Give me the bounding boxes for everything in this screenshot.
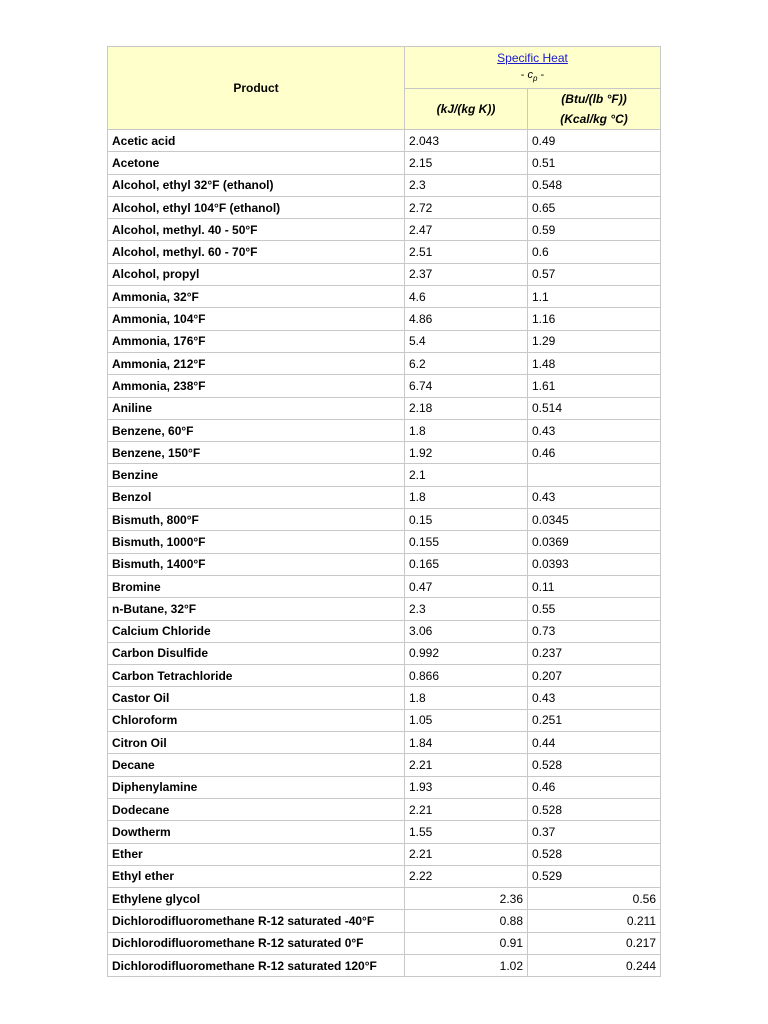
table-row [108,442,661,464]
product-cell: Bromine [108,575,405,597]
specific-heat-si-cell: 5.4 [405,330,528,352]
product-cell: Carbon Disulfide [108,642,405,664]
specific-heat-imperial-cell: 0.65 [528,196,661,218]
specific-heat-si-cell: 2.72 [405,196,528,218]
specific-heat-si-cell: 0.992 [405,642,528,664]
specific-heat-header [405,47,661,89]
table-row [108,954,661,976]
specific-heat-imperial-cell: 0.56 [528,888,661,910]
product-cell: Dowtherm [108,821,405,843]
table-row [108,419,661,441]
specific-heat-imperial-cell: 0.0369 [528,531,661,553]
specific-heat-imperial-cell: 1.48 [528,352,661,374]
table-row [108,553,661,575]
table-row [108,910,661,932]
table-row [108,888,661,910]
product-cell: Castor Oil [108,687,405,709]
specific-heat-imperial-cell: 0.6 [528,241,661,263]
product-header-label: Product [233,81,279,95]
product-cell: Bismuth, 1400°F [108,553,405,575]
specific-heat-si-cell: 0.866 [405,665,528,687]
table-row [108,241,661,263]
product-column-header [108,47,405,130]
table-row [108,509,661,531]
specific-heat-imperial-cell: 0.11 [528,575,661,597]
specific-heat-si-cell: 0.91 [405,932,528,954]
specific-heat-si-cell: 1.8 [405,419,528,441]
specific-heat-imperial-cell: 0.237 [528,642,661,664]
specific-heat-si-cell: 4.6 [405,286,528,308]
cp-symbol: - $c_p$ - [520,69,545,84]
table-row [108,308,661,330]
unit-imperial-header: (Btu/(lb °F)) (Kcal/kg °C) [528,89,661,130]
specific-heat-imperial-cell: 0.51 [528,152,661,174]
product-cell: Dichlorodifluoromethane R-12 saturated 0°F [108,932,405,954]
specific-heat-si-cell: 1.84 [405,732,528,754]
unit-si-header: (kJ/(kg K)) [405,89,528,130]
specific-heat-si-cell: 2.21 [405,843,528,865]
table-row [108,932,661,954]
specific-heat-imperial-cell: 0.43 [528,419,661,441]
table-row [108,865,661,887]
specific-heat-si-cell: 2.22 [405,865,528,887]
table-row [108,152,661,174]
table-row [108,464,661,486]
specific-heat-si-cell: 1.92 [405,442,528,464]
specific-heat-si-cell: 3.06 [405,620,528,642]
product-cell: Ether [108,843,405,865]
specific-heat-si-cell: 6.74 [405,375,528,397]
specific-heat-si-cell: 1.55 [405,821,528,843]
specific-heat-imperial-cell: 0.43 [528,687,661,709]
table-row [108,642,661,664]
product-cell: Alcohol, ethyl 32°F (ethanol) [108,174,405,196]
specific-heat-imperial-cell: 0.528 [528,798,661,820]
product-cell: Aniline [108,397,405,419]
product-cell: Diphenylamine [108,776,405,798]
table-row [108,330,661,352]
product-cell: Alcohol, propyl [108,263,405,285]
table-row [108,375,661,397]
specific-heat-si-cell: 1.93 [405,776,528,798]
specific-heat-si-cell: 0.155 [405,531,528,553]
specific-heat-table [107,46,661,977]
product-cell: n-Butane, 32°F [108,598,405,620]
specific-heat-imperial-cell: 0.217 [528,932,661,954]
specific-heat-si-cell: 2.15 [405,152,528,174]
product-cell: Calcium Chloride [108,620,405,642]
product-cell: Chloroform [108,709,405,731]
specific-heat-imperial-cell: 1.1 [528,286,661,308]
product-cell: Acetone [108,152,405,174]
specific-heat-imperial-cell: 0.0393 [528,553,661,575]
table-row [108,263,661,285]
specific-heat-si-cell: 0.165 [405,553,528,575]
product-cell: Alcohol, methyl. 60 - 70°F [108,241,405,263]
table-row [108,130,661,152]
table-header [108,47,661,130]
table-row [108,352,661,374]
specific-heat-imperial-cell: 0.207 [528,665,661,687]
table-row [108,397,661,419]
specific-heat-si-cell: 1.8 [405,687,528,709]
specific-heat-imperial-cell: 0.211 [528,910,661,932]
product-cell: Ammonia, 212°F [108,352,405,374]
product-cell: Ammonia, 176°F [108,330,405,352]
table-row [108,575,661,597]
specific-heat-si-cell: 2.043 [405,130,528,152]
specific-heat-imperial-cell: 0.528 [528,754,661,776]
specific-heat-si-cell: 2.51 [405,241,528,263]
product-cell: Acetic acid [108,130,405,152]
table-row [108,687,661,709]
specific-heat-si-cell: 1.8 [405,486,528,508]
specific-heat-si-cell: 2.18 [405,397,528,419]
specific-heat-imperial-cell: 0.46 [528,442,661,464]
specific-heat-imperial-cell: 0.43 [528,486,661,508]
product-cell: Decane [108,754,405,776]
product-cell: Dichlorodifluoromethane R-12 saturated 120°F [108,954,405,976]
specific-heat-si-cell: 2.47 [405,219,528,241]
specific-heat-imperial-cell: 0.73 [528,620,661,642]
table-row [108,843,661,865]
specific-heat-si-cell: 2.36 [405,888,528,910]
specific-heat-imperial-cell: 0.55 [528,598,661,620]
specific-heat-si-cell: 6.2 [405,352,528,374]
specific-heat-imperial-cell: 1.16 [528,308,661,330]
table-row [108,620,661,642]
specific-heat-link[interactable]: Specific Heat [497,51,568,66]
table-row [108,598,661,620]
product-cell: Ammonia, 238°F [108,375,405,397]
product-cell: Benzine [108,464,405,486]
product-cell: Carbon Tetrachloride [108,665,405,687]
product-cell: Ethyl ether [108,865,405,887]
specific-heat-imperial-cell: 1.29 [528,330,661,352]
table-row [108,732,661,754]
product-cell: Alcohol, methyl. 40 - 50°F [108,219,405,241]
product-cell: Ammonia, 32°F [108,286,405,308]
product-cell: Ammonia, 104°F [108,308,405,330]
table-row [108,174,661,196]
product-cell: Bismuth, 1000°F [108,531,405,553]
specific-heat-si-cell: 2.3 [405,598,528,620]
specific-heat-si-cell: 2.37 [405,263,528,285]
product-cell: Citron Oil [108,732,405,754]
specific-heat-imperial-cell: 0.251 [528,709,661,731]
specific-heat-si-cell: 4.86 [405,308,528,330]
product-cell: Dodecane [108,798,405,820]
product-cell: Benzene, 150°F [108,442,405,464]
specific-heat-si-cell: 2.21 [405,754,528,776]
product-cell: Bismuth, 800°F [108,509,405,531]
specific-heat-imperial-cell: 0.59 [528,219,661,241]
specific-heat-imperial-cell: 0.37 [528,821,661,843]
specific-heat-si-cell: 0.88 [405,910,528,932]
table-row [108,286,661,308]
specific-heat-imperial-cell: 0.244 [528,954,661,976]
product-cell: Benzol [108,486,405,508]
table-row [108,196,661,218]
specific-heat-imperial-cell: 0.528 [528,843,661,865]
table-row [108,754,661,776]
product-cell: Benzene, 60°F [108,419,405,441]
specific-heat-imperial-cell: 0.46 [528,776,661,798]
specific-heat-si-cell: 2.21 [405,798,528,820]
product-cell: Alcohol, ethyl 104°F (ethanol) [108,196,405,218]
specific-heat-si-cell: 0.15 [405,509,528,531]
table-row [108,709,661,731]
specific-heat-imperial-cell: 0.57 [528,263,661,285]
table-row [108,776,661,798]
specific-heat-imperial-cell: 1.61 [528,375,661,397]
specific-heat-si-cell: 1.02 [405,954,528,976]
table-row [108,798,661,820]
specific-heat-imperial-cell [528,464,661,486]
table-row [108,531,661,553]
specific-heat-si-cell: 1.05 [405,709,528,731]
table-row [108,219,661,241]
specific-heat-imperial-cell: 0.548 [528,174,661,196]
table-row [108,665,661,687]
table-body [108,130,661,977]
specific-heat-imperial-cell: 0.514 [528,397,661,419]
product-cell: Ethylene glycol [108,888,405,910]
table-row [108,821,661,843]
product-cell: Dichlorodifluoromethane R-12 saturated -40°F [108,910,405,932]
specific-heat-si-cell: 0.47 [405,575,528,597]
table-row [108,486,661,508]
specific-heat-imperial-cell: 0.44 [528,732,661,754]
specific-heat-imperial-cell: 0.529 [528,865,661,887]
specific-heat-imperial-cell: 0.0345 [528,509,661,531]
specific-heat-si-cell: 2.3 [405,174,528,196]
specific-heat-si-cell: 2.1 [405,464,528,486]
specific-heat-imperial-cell: 0.49 [528,130,661,152]
